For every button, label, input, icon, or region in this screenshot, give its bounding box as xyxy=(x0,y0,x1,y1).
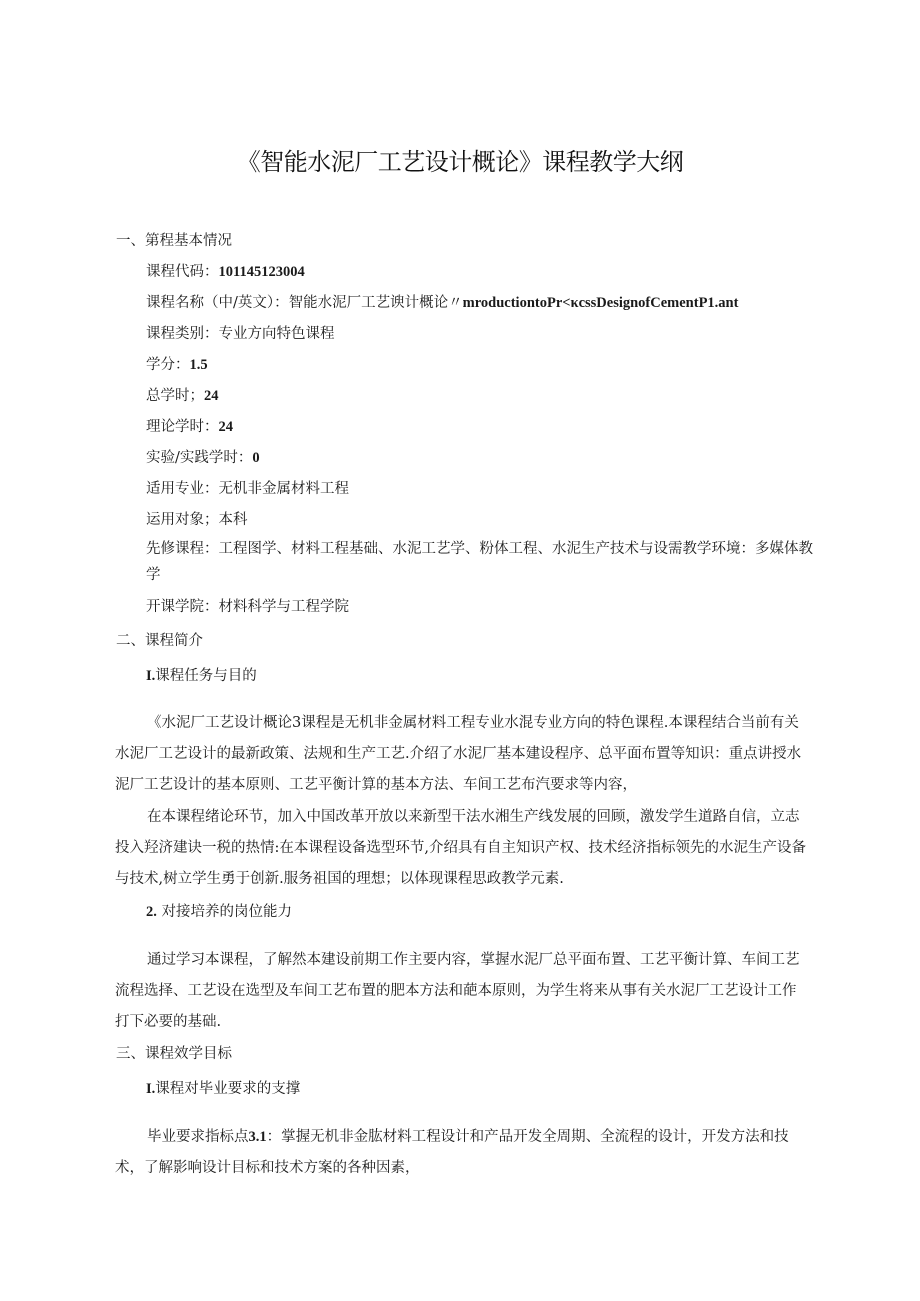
info-label: 课程代码： xyxy=(146,264,219,280)
paragraph-text: 通过学习本课程，了解然本建设前期工作主要内容，掌握水泥厂总平面布置、工艺平衡计算、车间工艺流程选择、工艺设在选型及车间工艺布置的肥本方法和葩本原则，为学生将来从事有关水泥厂工艺设计工作打下必要的基础. xyxy=(115,952,800,1030)
paragraph-text: ：掌握无机非金肱材料工程设计和产品开发全周期、全流程的设计，开发方法和技术，了解影响设计目标和技术方案的各种因素， xyxy=(115,1129,789,1176)
info-course-code xyxy=(146,261,305,283)
info-label: 学分： xyxy=(146,357,190,373)
info-label: 开课学院：材料科学与工程学院 xyxy=(146,599,349,615)
info-value: 24 xyxy=(204,388,219,404)
info-course-name xyxy=(146,292,738,314)
subsection-heading xyxy=(146,901,292,923)
subsection-text: 课程任务与目的 xyxy=(155,668,257,684)
info-major xyxy=(146,478,349,500)
info-practice-hours xyxy=(146,447,260,469)
info-value: 24 xyxy=(218,419,233,435)
subsection-heading xyxy=(146,1078,300,1100)
section-heading-3: 三、课程效学目标 xyxy=(116,1046,232,1062)
section-heading-2: 二、课程简介 xyxy=(116,633,203,649)
page-title: 《智能水泥厂工艺设计概论》课程教学大纲 xyxy=(236,148,684,176)
subsection-number: 2. xyxy=(146,904,157,920)
indicator-number: 3.1 xyxy=(248,1129,267,1145)
info-label: 课程名称（中/英文）：智能水泥厂工艺谀计概论〃 xyxy=(146,295,463,311)
info-prerequisites xyxy=(146,536,816,588)
paragraph-prefix: 毕业要求指标点 xyxy=(147,1129,249,1145)
info-label: 实验/实践学时： xyxy=(146,450,253,466)
info-college xyxy=(146,596,349,618)
info-value: 1.5 xyxy=(189,357,208,373)
info-credits xyxy=(146,354,208,376)
paragraph xyxy=(115,945,807,1038)
info-label: 总学时； xyxy=(146,388,204,404)
info-label: 理论学时： xyxy=(146,419,219,435)
info-label: 课程类别：专业方向特色课程 xyxy=(146,326,335,342)
info-course-type xyxy=(146,323,335,345)
subsection-text: 课程对毕业要求的支撑 xyxy=(155,1081,301,1097)
paragraph-text: 在本课程绪论环节，加入中国改革开放以来新型干法水湘生产线发展的回顾，激发学生道路自信，立志投入羟济建诀一税的热情:在本课程设备选型环节,介绍具有自主知识产权、技术经济指标领先的水泥生产设备与技术,树立学生勇于创新.服务祖国的理想；以体现课程思政教学元素. xyxy=(115,809,806,887)
subsection-number: I. xyxy=(146,668,156,684)
paragraph xyxy=(115,802,807,895)
paragraph xyxy=(115,1122,807,1184)
section-heading-1: 一、第程基本情况 xyxy=(116,233,232,249)
info-theory-hours xyxy=(146,416,233,438)
info-total-hours xyxy=(146,385,219,407)
subsection-text: 对接培养的岗位能力 xyxy=(161,904,292,920)
paragraph-text: 《水泥厂工艺设计概论3课程是无机非金属材料工程专业水混专业方向的特色课程.本课程结合当前有关水泥厂工艺设计的最新政策、法规和生产工艺.介绍了水泥厂基本建设程序、总平面布置等知识：重点讲授水泥厂工艺设计的基本原则、工艺平衡计算的基本方法、车间工艺布汽要求等内容， xyxy=(115,715,802,793)
info-audience xyxy=(146,509,248,531)
info-label: 运用对象；本科 xyxy=(146,512,248,528)
info-label: 适用专业：无机非金属材料工程 xyxy=(146,481,349,497)
subsection-heading xyxy=(146,665,257,687)
info-value: mroductiontoPr<κcssDesignofCementP1.ant xyxy=(462,295,739,311)
subsection-number: I. xyxy=(146,1081,156,1097)
info-value: 101145123004 xyxy=(218,264,305,280)
info-value: 0 xyxy=(252,450,260,466)
paragraph xyxy=(115,708,807,801)
info-label: 先修课程：工程图学、材料工程基础、水泥工艺学、粉体工程、水泥生产技术与设需教学环境：多媒体教学 xyxy=(146,541,813,583)
